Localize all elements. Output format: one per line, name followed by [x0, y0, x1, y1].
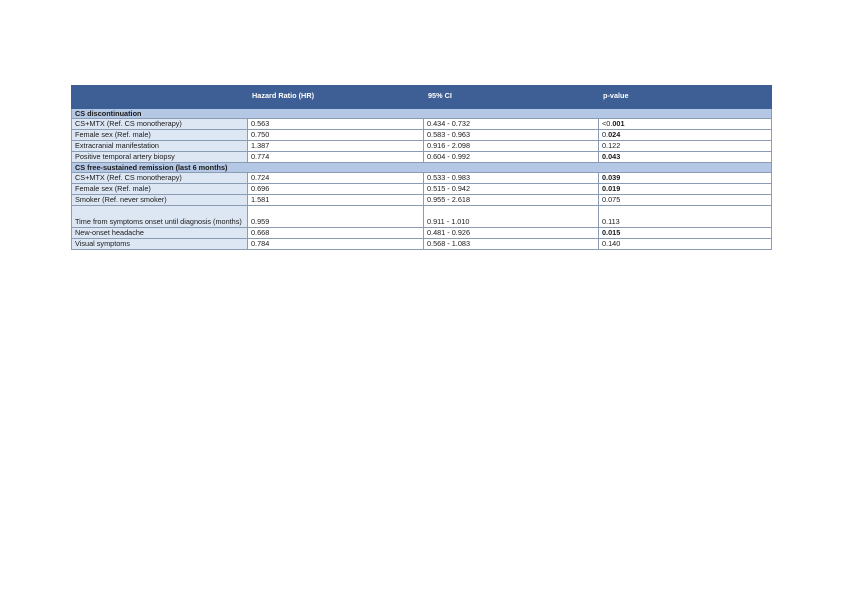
p-value [599, 130, 772, 141]
row-label: CS+MTX (Ref. CS monotherapy) [72, 173, 248, 184]
ci-value: 0.568 - 1.083 [424, 239, 599, 250]
section-row-cs-free-remission [72, 163, 772, 173]
table-header-row [72, 86, 772, 109]
p-plain: 0.140 [602, 239, 621, 248]
ci-value: 0.916 - 2.098 [424, 141, 599, 152]
row-label: Time from symptoms onset until diagnosis (months) [72, 206, 248, 228]
header-hazard-ratio: Hazard Ratio (HR) [248, 86, 424, 109]
p-bold: 0.015 [602, 228, 621, 237]
table-row [72, 130, 772, 141]
table-row [72, 228, 772, 239]
p-value [599, 206, 772, 228]
ci-value: 0.515 - 0.942 [424, 184, 599, 195]
hr-value: 0.784 [248, 239, 424, 250]
hr-value: 0.774 [248, 152, 424, 163]
p-value [599, 239, 772, 250]
hr-value: 1.387 [248, 141, 424, 152]
table-row [72, 184, 772, 195]
ci-value: 0.955 - 2.618 [424, 195, 599, 206]
p-plain: 0.122 [602, 141, 621, 150]
p-value [599, 173, 772, 184]
table-row [72, 206, 772, 228]
table-row [72, 239, 772, 250]
results-table-container [71, 85, 771, 250]
p-plain: 0.075 [602, 195, 621, 204]
row-label: Female sex (Ref. male) [72, 184, 248, 195]
section-title: CS free-sustained remission (last 6 months) [72, 163, 772, 173]
p-value [599, 119, 772, 130]
p-value [599, 141, 772, 152]
p-value [599, 195, 772, 206]
p-bold: 024 [608, 130, 621, 139]
hr-value: 0.563 [248, 119, 424, 130]
hr-value: 0.724 [248, 173, 424, 184]
row-label: New-onset headache [72, 228, 248, 239]
hazard-ratio-table [71, 85, 772, 250]
p-bold: 0.043 [602, 152, 621, 161]
row-label: Extracranial manifestation [72, 141, 248, 152]
row-label: Visual symptoms [72, 239, 248, 250]
table-row [72, 152, 772, 163]
hr-value: 0.668 [248, 228, 424, 239]
p-bold: 001 [612, 119, 625, 128]
ci-value: 0.481 - 0.926 [424, 228, 599, 239]
p-bold: 0.039 [602, 173, 621, 182]
ci-value: 0.583 - 0.963 [424, 130, 599, 141]
table-row [72, 119, 772, 130]
hr-value: 0.959 [248, 206, 424, 228]
p-value [599, 228, 772, 239]
ci-value: 0.434 - 0.732 [424, 119, 599, 130]
p-bold: 0.019 [602, 184, 621, 193]
row-label: CS+MTX (Ref. CS monotherapy) [72, 119, 248, 130]
row-label: Positive temporal artery biopsy [72, 152, 248, 163]
hr-value: 0.696 [248, 184, 424, 195]
header-p-value: p-value [599, 86, 772, 109]
section-title: CS discontinuation [72, 109, 772, 119]
section-row-cs-discontinuation [72, 109, 772, 119]
p-value [599, 184, 772, 195]
p-plain: 0.113 [602, 217, 620, 226]
hr-value: 0.750 [248, 130, 424, 141]
table-row [72, 141, 772, 152]
row-label: Female sex (Ref. male) [72, 130, 248, 141]
ci-value: 0.604 - 0.992 [424, 152, 599, 163]
row-label: Smoker (Ref. never smoker) [72, 195, 248, 206]
ci-value: 0.911 - 1.010 [424, 206, 599, 228]
table-row [72, 173, 772, 184]
hr-value: 1.581 [248, 195, 424, 206]
p-prefix: <0. [602, 119, 613, 128]
header-ci: 95% CI [424, 86, 599, 109]
p-prefix: 0. [602, 130, 609, 139]
header-variable [72, 86, 248, 109]
p-value [599, 152, 772, 163]
table-row [72, 195, 772, 206]
ci-value: 0.533 - 0.983 [424, 173, 599, 184]
